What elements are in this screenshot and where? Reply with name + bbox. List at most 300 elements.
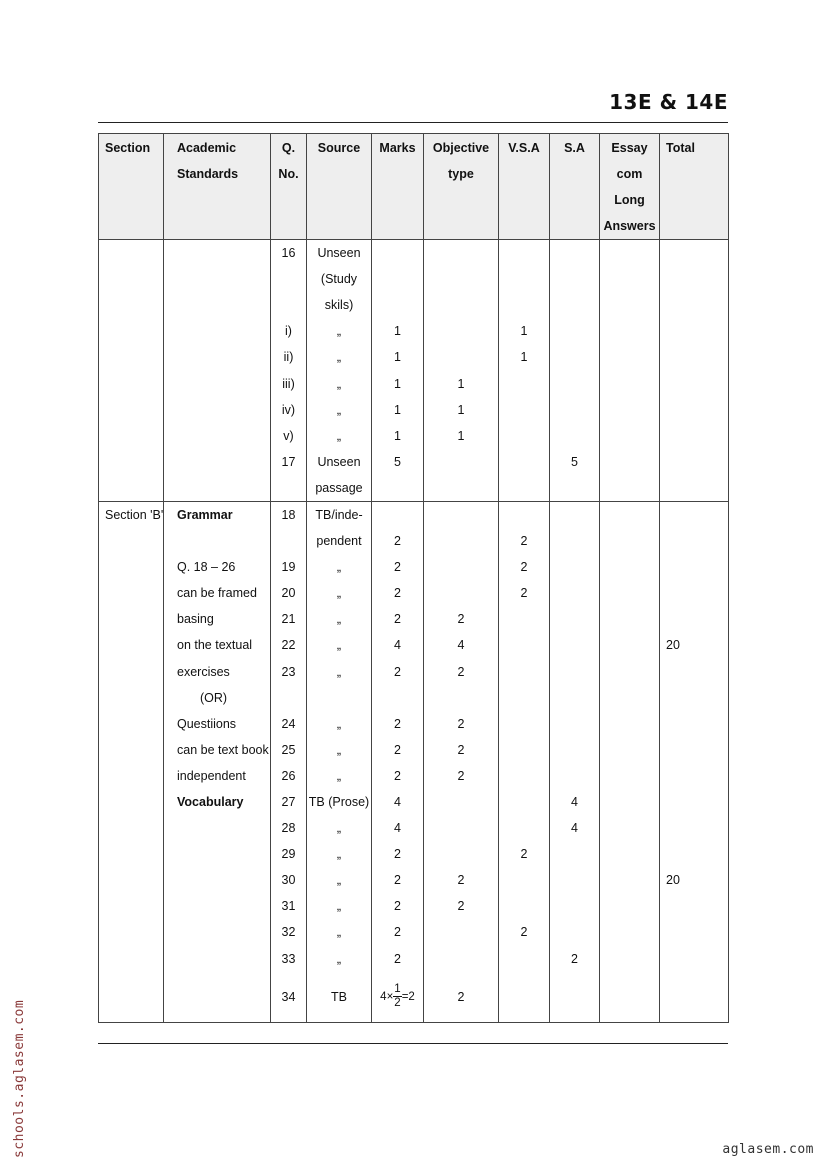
table-cell: 1	[424, 423, 499, 449]
table-cell	[600, 763, 660, 789]
table-cell: „	[307, 554, 372, 580]
table-cell	[307, 685, 372, 711]
table-cell: ii)	[271, 344, 307, 370]
table-cell	[600, 946, 660, 972]
column-header	[164, 134, 271, 240]
table-cell: „	[307, 893, 372, 919]
table-cell	[550, 292, 600, 318]
top-rule	[98, 122, 728, 123]
table-cell: basing	[164, 606, 271, 632]
table-cell: 26	[271, 763, 307, 789]
table-cell	[499, 632, 550, 658]
table-cell: Questiions	[164, 711, 271, 737]
table-cell: v)	[271, 423, 307, 449]
table-cell: 25	[271, 737, 307, 763]
table-cell: 2	[424, 606, 499, 632]
table-cell	[550, 841, 600, 867]
table-cell: „	[307, 318, 372, 344]
table-cell: 27	[271, 789, 307, 815]
table-cell	[164, 841, 271, 867]
table-cell	[499, 815, 550, 841]
table-row	[99, 841, 729, 867]
table-cell: 2	[372, 659, 424, 685]
table-body	[99, 240, 729, 1023]
table-cell	[660, 423, 729, 449]
column-header	[424, 134, 499, 240]
table-cell: 2	[372, 711, 424, 737]
table-cell	[164, 344, 271, 370]
fraction	[393, 983, 401, 1010]
table-cell	[600, 580, 660, 606]
column-header-line: Total	[666, 141, 695, 155]
table-row	[99, 972, 729, 1023]
table-cell	[164, 370, 271, 396]
column-header-line: Objective	[432, 141, 490, 155]
table-cell	[550, 344, 600, 370]
table-row	[99, 397, 729, 423]
table-cell: skils)	[307, 292, 372, 318]
table-cell: (OR)	[164, 685, 271, 711]
table-cell: 33	[271, 946, 307, 972]
table-cell	[600, 659, 660, 685]
table-cell	[499, 737, 550, 763]
table-cell	[99, 763, 164, 789]
table-cell: 2	[499, 919, 550, 945]
table-cell	[550, 528, 600, 554]
marks-prefix: 4×	[380, 990, 394, 1003]
table-cell	[550, 685, 600, 711]
table-cell: 1	[499, 318, 550, 344]
table-cell	[99, 946, 164, 972]
table-cell	[660, 685, 729, 711]
table-cell	[372, 972, 424, 1023]
column-header	[271, 134, 307, 240]
table-cell: 2	[424, 867, 499, 893]
table-row	[99, 266, 729, 292]
table-row	[99, 580, 729, 606]
table-cell: passage	[307, 475, 372, 502]
table-cell	[271, 528, 307, 554]
table-cell: 2	[372, 919, 424, 945]
table-cell	[164, 946, 271, 972]
table-cell	[424, 240, 499, 267]
table-cell: 1	[372, 318, 424, 344]
table-cell: 19	[271, 554, 307, 580]
table-cell	[600, 292, 660, 318]
table-cell: 4	[372, 789, 424, 815]
table-cell	[600, 344, 660, 370]
table-cell: 22	[271, 632, 307, 658]
table-cell	[372, 685, 424, 711]
table-cell	[99, 659, 164, 685]
table-cell	[550, 972, 600, 1023]
column-header-line: Essay	[611, 141, 648, 155]
table-cell: 2	[499, 580, 550, 606]
table-cell	[271, 475, 307, 502]
table-cell	[660, 266, 729, 292]
table-row	[99, 867, 729, 893]
table-cell	[550, 370, 600, 396]
table-cell	[372, 240, 424, 267]
table-cell	[424, 501, 499, 528]
table-cell: 2	[499, 554, 550, 580]
table-cell: 34	[271, 972, 307, 1023]
table-cell: 4	[550, 815, 600, 841]
table-cell: „	[307, 580, 372, 606]
table-cell: independent	[164, 763, 271, 789]
table-cell: 20	[271, 580, 307, 606]
table-row	[99, 919, 729, 945]
table-cell: 31	[271, 893, 307, 919]
table-cell	[424, 789, 499, 815]
table-cell	[99, 266, 164, 292]
table-cell: pendent	[307, 528, 372, 554]
column-header-line: Answers	[603, 219, 656, 233]
table-cell: „	[307, 423, 372, 449]
table-cell: can be framed	[164, 580, 271, 606]
table-cell: 2	[372, 893, 424, 919]
table-row	[99, 423, 729, 449]
table-cell	[660, 475, 729, 502]
table-cell: 32	[271, 919, 307, 945]
table-cell: 2	[372, 528, 424, 554]
table-cell: „	[307, 397, 372, 423]
table-cell: „	[307, 815, 372, 841]
column-header-line: Source	[317, 141, 361, 155]
table-row	[99, 632, 729, 658]
table-cell: 2	[372, 737, 424, 763]
table-row	[99, 344, 729, 370]
column-header	[307, 134, 372, 240]
column-header	[372, 134, 424, 240]
table-cell: 2	[424, 972, 499, 1023]
table-cell	[660, 789, 729, 815]
table-cell	[660, 370, 729, 396]
table-cell	[660, 449, 729, 475]
table-cell	[600, 501, 660, 528]
column-header-line: Q.	[281, 141, 296, 155]
table-cell	[424, 841, 499, 867]
table-cell	[499, 606, 550, 632]
table-cell: „	[307, 867, 372, 893]
table-cell	[600, 685, 660, 711]
table-cell	[550, 867, 600, 893]
table-cell	[424, 946, 499, 972]
table-cell: „	[307, 919, 372, 945]
table-cell	[164, 528, 271, 554]
table-cell	[660, 815, 729, 841]
table-cell: 2	[372, 554, 424, 580]
table-cell: „	[307, 344, 372, 370]
table-cell: „	[307, 737, 372, 763]
table-cell	[660, 344, 729, 370]
table-cell	[499, 867, 550, 893]
table-cell	[499, 763, 550, 789]
table-cell	[600, 867, 660, 893]
table-cell: 30	[271, 867, 307, 893]
table-cell	[424, 554, 499, 580]
table-cell	[164, 397, 271, 423]
table-cell	[600, 370, 660, 396]
table-cell: iii)	[271, 370, 307, 396]
table-cell	[660, 763, 729, 789]
table-cell: 1	[372, 370, 424, 396]
fraction-marks	[380, 983, 415, 1010]
table-cell	[660, 946, 729, 972]
table-cell	[600, 919, 660, 945]
table-cell: Vocabulary	[164, 789, 271, 815]
table-cell	[499, 789, 550, 815]
table-cell: „	[307, 370, 372, 396]
table-cell: „	[307, 841, 372, 867]
table-cell	[99, 344, 164, 370]
table-header-row	[99, 134, 729, 240]
table-cell	[164, 240, 271, 267]
table-cell	[99, 841, 164, 867]
table-cell: 17	[271, 449, 307, 475]
table-cell	[499, 397, 550, 423]
table-cell	[99, 423, 164, 449]
table-cell	[550, 632, 600, 658]
table-cell	[550, 266, 600, 292]
table-cell	[600, 632, 660, 658]
table-cell	[372, 501, 424, 528]
table-cell: on the textual	[164, 632, 271, 658]
table-row	[99, 240, 729, 267]
table-cell	[372, 266, 424, 292]
table-cell	[660, 528, 729, 554]
page-title: 13E & 14E	[609, 90, 728, 114]
table-cell: Grammar	[164, 501, 271, 528]
table-cell	[99, 685, 164, 711]
table-row	[99, 528, 729, 554]
table-cell	[660, 554, 729, 580]
table-cell: „	[307, 606, 372, 632]
table-cell	[424, 685, 499, 711]
table-cell	[660, 318, 729, 344]
table-cell: 1	[499, 344, 550, 370]
table-cell	[424, 292, 499, 318]
table-cell: i)	[271, 318, 307, 344]
table-cell	[424, 528, 499, 554]
table-row	[99, 475, 729, 502]
table-cell	[99, 580, 164, 606]
table-row	[99, 946, 729, 972]
table-cell: 2	[424, 659, 499, 685]
table-cell	[660, 397, 729, 423]
table-cell: 5	[372, 449, 424, 475]
table-row	[99, 318, 729, 344]
table-cell	[99, 292, 164, 318]
table-cell	[424, 449, 499, 475]
table-cell: can be text book	[164, 737, 271, 763]
column-header-line: com	[616, 167, 643, 181]
table-cell	[600, 893, 660, 919]
table-cell: 1	[424, 370, 499, 396]
table-cell	[600, 972, 660, 1023]
table-row	[99, 685, 729, 711]
column-header-line: Standards	[177, 167, 239, 181]
table-cell	[660, 580, 729, 606]
table-cell	[499, 946, 550, 972]
table-cell	[499, 893, 550, 919]
bottom-rule	[98, 1043, 728, 1044]
table-cell	[499, 449, 550, 475]
table-cell: 29	[271, 841, 307, 867]
column-header	[600, 134, 660, 240]
table-cell: TB/inde-	[307, 501, 372, 528]
table-cell: Unseen	[307, 240, 372, 267]
table-cell	[164, 867, 271, 893]
column-header	[660, 134, 729, 240]
footer-watermark: aglasem.com	[722, 1142, 814, 1157]
table-row	[99, 501, 729, 528]
table-cell	[99, 370, 164, 396]
table-cell: 2	[550, 946, 600, 972]
table-cell: „	[307, 711, 372, 737]
table-row	[99, 789, 729, 815]
table-cell: 1	[372, 397, 424, 423]
table-cell	[550, 659, 600, 685]
table-cell: 16	[271, 240, 307, 267]
column-header	[550, 134, 600, 240]
table-row	[99, 659, 729, 685]
table-cell	[550, 737, 600, 763]
table-cell	[600, 789, 660, 815]
fraction-numerator: 1	[394, 983, 401, 996]
table-cell: 20	[660, 632, 729, 658]
table-cell	[660, 501, 729, 528]
table-cell	[99, 919, 164, 945]
table-cell	[164, 292, 271, 318]
table-cell	[600, 815, 660, 841]
table-cell	[550, 606, 600, 632]
table-cell: „	[307, 763, 372, 789]
table-cell: 28	[271, 815, 307, 841]
table-cell	[99, 528, 164, 554]
table-cell	[660, 919, 729, 945]
table-row	[99, 606, 729, 632]
table-cell	[600, 240, 660, 267]
table-cell: 20	[660, 867, 729, 893]
table-cell	[600, 841, 660, 867]
column-header-line: V.S.A	[508, 141, 540, 155]
table-row	[99, 554, 729, 580]
table-cell: TB (Prose)	[307, 789, 372, 815]
table-row	[99, 737, 729, 763]
table-cell	[424, 919, 499, 945]
table-cell	[600, 475, 660, 502]
table-cell: 5	[550, 449, 600, 475]
column-header-line: Academic	[177, 141, 237, 155]
table-cell	[550, 501, 600, 528]
table-cell	[424, 815, 499, 841]
table-cell	[600, 397, 660, 423]
table-row	[99, 711, 729, 737]
table-cell: 2	[372, 606, 424, 632]
side-watermark: schools.aglasem.com	[12, 999, 27, 1158]
table-cell	[600, 528, 660, 554]
table-cell: 1	[372, 423, 424, 449]
table-cell	[660, 711, 729, 737]
table-cell: 2	[372, 580, 424, 606]
column-header-line: Long	[614, 193, 645, 207]
table-cell: iv)	[271, 397, 307, 423]
table-cell	[99, 632, 164, 658]
table-cell: 1	[372, 344, 424, 370]
table-cell: 2	[424, 737, 499, 763]
table-cell	[99, 737, 164, 763]
table-cell	[424, 266, 499, 292]
table-cell: 4	[372, 632, 424, 658]
table-row	[99, 370, 729, 396]
table-cell: 18	[271, 501, 307, 528]
table-row	[99, 815, 729, 841]
table-row	[99, 292, 729, 318]
table-cell: exercises	[164, 659, 271, 685]
table-cell: 4	[372, 815, 424, 841]
column-header-line: Section	[105, 141, 151, 155]
table-cell	[550, 919, 600, 945]
table-cell	[499, 711, 550, 737]
table-cell: „	[307, 946, 372, 972]
table-cell	[550, 240, 600, 267]
table-cell	[164, 972, 271, 1023]
table-cell: Unseen	[307, 449, 372, 475]
column-header-line: S.A	[564, 141, 585, 155]
table-cell	[99, 789, 164, 815]
table-cell	[600, 737, 660, 763]
table-row	[99, 449, 729, 475]
table-cell	[499, 240, 550, 267]
table-cell	[550, 397, 600, 423]
table-cell: 2	[499, 841, 550, 867]
table-cell: Section 'B'	[99, 501, 164, 528]
column-header	[499, 134, 550, 240]
table-cell	[660, 240, 729, 267]
table-cell: „	[307, 659, 372, 685]
table-cell: TB	[307, 972, 372, 1023]
table-cell: 2	[372, 867, 424, 893]
table-cell	[271, 685, 307, 711]
table-cell	[550, 711, 600, 737]
table-cell	[550, 580, 600, 606]
table-cell: 1	[424, 397, 499, 423]
table-cell	[660, 292, 729, 318]
table-cell	[99, 449, 164, 475]
table-cell	[372, 292, 424, 318]
table-cell	[550, 763, 600, 789]
marks-suffix: =2	[401, 990, 415, 1003]
table-cell	[660, 659, 729, 685]
table-cell	[99, 815, 164, 841]
blueprint-table	[98, 133, 729, 1023]
fraction-denominator: 2	[394, 997, 401, 1010]
table-row	[99, 763, 729, 789]
column-header-line: Marks	[379, 141, 416, 155]
table-cell: 24	[271, 711, 307, 737]
table-cell: (Study	[307, 266, 372, 292]
table-cell	[164, 893, 271, 919]
table-cell: 2	[372, 946, 424, 972]
table-cell	[499, 475, 550, 502]
table-cell	[550, 423, 600, 449]
table-cell	[600, 554, 660, 580]
column-header-line: type	[448, 167, 474, 181]
table-cell	[550, 554, 600, 580]
table-cell	[600, 423, 660, 449]
table-cell	[499, 266, 550, 292]
